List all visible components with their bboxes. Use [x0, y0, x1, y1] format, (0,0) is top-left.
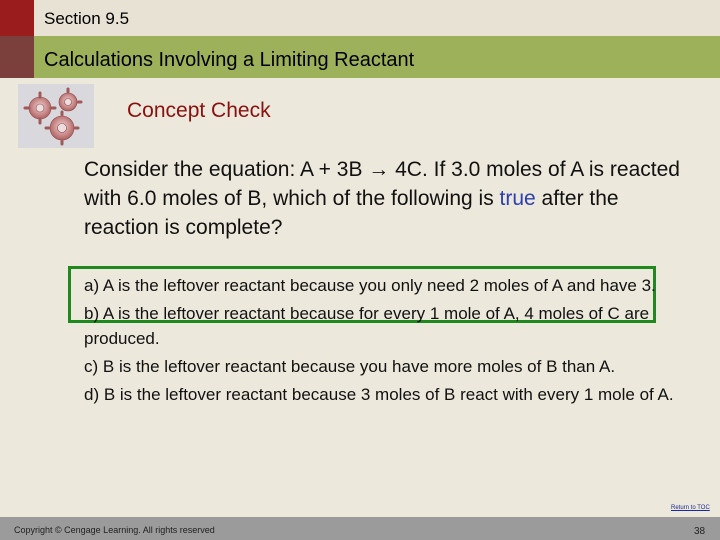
options-list [84, 273, 684, 410]
page-number: 38 [694, 526, 706, 537]
concept-check-title: Concept Check [127, 99, 271, 122]
option-b: b) A is the leftover reactant because for every 1 mole of A, 4 moles of C are produced. [84, 304, 650, 348]
section-title: Calculations Involving a Limiting Reactant [44, 49, 415, 71]
return-to-toc-link[interactable]: Return to TOC [671, 505, 710, 511]
top-bar-panel [34, 0, 720, 36]
question-text [84, 155, 694, 242]
option-c: c) B is the leftover reactant because you have more moles of B than A. [84, 357, 616, 376]
gears-icon [18, 84, 94, 148]
copyright-text: Copyright © Cengage Learning. All rights reserved [14, 525, 215, 535]
question-highlight: true [499, 187, 536, 210]
section-label: Section 9.5 [44, 9, 130, 28]
question-text-post: after the reaction is complete? [84, 187, 619, 239]
option-a: a) A is the leftover reactant because you only need 2 moles of A and have 3. [84, 276, 656, 295]
option-d: d) B is the leftover reactant because 3 moles of B react with every 1 mole of A. [84, 385, 674, 404]
question-text-pre: Consider the equation: A + 3B → 4C. If 3.0 moles of A is reacted with 6.0 moles of B, which of the following is [84, 158, 680, 210]
